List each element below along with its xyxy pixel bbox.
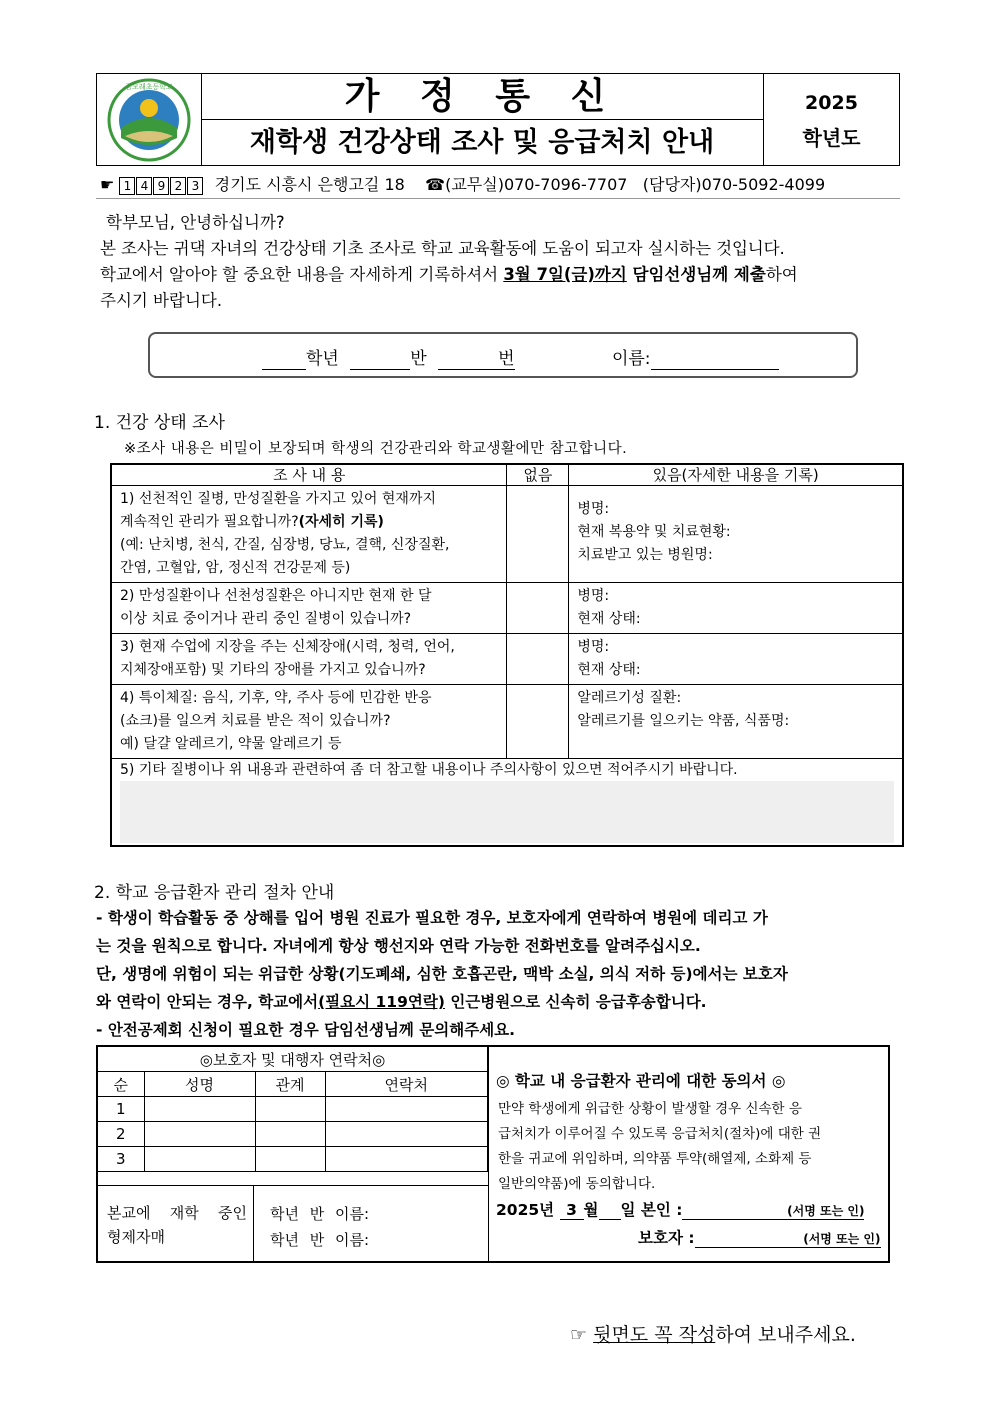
notes-shaded-area[interactable] <box>120 781 894 843</box>
page-title: 가 정 통 신 <box>201 74 763 120</box>
deadline: 3월 7일(금)까지 <box>503 265 627 284</box>
document-pointer-icon: ☛ <box>100 175 115 194</box>
student-signature-field[interactable]: (서명 또는 인) <box>682 1202 864 1220</box>
col-header: 관계 <box>255 1072 325 1097</box>
intro-line: 본 조사는 귀댁 자녀의 건강상태 기초 조사로 학교 교육활동에 도움이 되고자 실시하는 것입니다. <box>100 239 785 258</box>
year: 2025 <box>805 92 858 114</box>
sibling-section: 본교에 재학 중인 형제자매 학년 반 이름: 학년 반 이름: <box>98 1185 488 1262</box>
question-cell: 3) 현재 수업에 지장을 주는 신체장애(시력, 청력, 언어, 지체장애포함) 및 기타의 장애를 가지고 있습니까? <box>111 634 507 685</box>
consent-title: ◎ 학교 내 응급환자 관리에 대한 동의서 ◎ <box>496 1072 786 1090</box>
contact-title: ◎보호자 및 대행자 연락처◎ <box>98 1047 488 1072</box>
contact-consent-box <box>96 1045 890 1263</box>
greeting: 학부모님, 안녕하십니까? <box>106 213 285 232</box>
page-subtitle: 재학생 건강상태 조사 및 응급처치 안내 <box>249 127 715 158</box>
table-row <box>111 583 903 634</box>
day-input[interactable] <box>599 1201 621 1220</box>
none-checkbox-cell[interactable] <box>507 634 569 685</box>
col-header: 순 <box>98 1072 144 1097</box>
intro <box>100 210 900 314</box>
phone-staff: (담당자)070-5092-4099 <box>642 175 826 194</box>
phone-office: (교무실)070-7096-7707 <box>445 175 628 194</box>
question-cell: 1) 선천적인 질병, 만성질환을 가지고 있어 현재까지 계속적인 관리가 필요합니까?(자세히 기록) (예: 난치병, 천식, 간질, 심장병, 당뇨, 결핵, 신장질환, 간염, 고혈압, 암, 정신적 건강문제 등) <box>111 486 507 583</box>
health-survey-table <box>110 463 904 847</box>
section1-title: 1. 건강 상태 조사 <box>94 413 225 433</box>
answer-cell[interactable]: 병명: 현재 복용약 및 치료현황: 치료받고 있는 병원명: <box>569 486 903 583</box>
guardian-contact-table <box>98 1047 488 1172</box>
year-suffix: 학년도 <box>802 126 861 150</box>
table-row <box>111 634 903 685</box>
col-header: 있음(자세한 내용을 기록) <box>569 464 903 486</box>
col-header: 조 사 내 용 <box>111 464 507 486</box>
answer-cell[interactable]: 병명: 현재 상태: <box>569 583 903 634</box>
name-label: 이름: <box>611 349 651 369</box>
guardian-sign-line: 보호자 : (서명 또는 인) <box>638 1229 881 1247</box>
answer-cell[interactable]: 알레르기성 질환: 알레르기를 일으키는 약품, 식품명: <box>569 685 903 759</box>
none-checkbox-cell[interactable] <box>507 685 569 759</box>
col-header: 연락처 <box>325 1072 488 1097</box>
question-cell: 4) 특이체질: 음식, 기후, 약, 주사 등에 민감한 반응 (쇼크)를 일으켜 치료를 받은 적이 있습니까? 예) 달걀 알레르기, 약물 알레르기 등 <box>111 685 507 759</box>
month-input[interactable]: 3 <box>560 1201 584 1220</box>
footer-note: ☞ 뒷면도 꼭 작성하여 보내주세요. <box>570 1324 856 1346</box>
table-row: 3 <box>98 1147 488 1172</box>
student-info-box <box>148 332 858 378</box>
none-checkbox-cell[interactable] <box>507 583 569 634</box>
logo-lettering: 금모래초등학교 <box>125 82 173 91</box>
table-row <box>111 486 903 583</box>
header-box <box>96 73 900 166</box>
consent-date-line: 2025년 3 월 일 본인 : (서명 또는 인) <box>496 1201 865 1219</box>
school-logo <box>97 74 202 165</box>
col-header: 없음 <box>507 464 569 486</box>
class-input[interactable] <box>350 349 410 370</box>
table-row: 1 <box>98 1097 488 1122</box>
intro-line: 주시기 바랍니다. <box>100 291 223 310</box>
notes-cell[interactable]: 5) 기타 질병이나 위 내용과 관련하여 좀 더 참고할 내용이나 주의사항이 있으면 적어주시기 바랍니다. <box>111 759 903 847</box>
intro-line: 학교에서 알아야 할 중요한 내용을 자세하게 기록하셔서 3월 7일(금)까지 담임선생님께 제출하여 <box>100 265 798 284</box>
grade-input[interactable] <box>262 349 306 370</box>
answer-cell[interactable]: 병명: 현재 상태: <box>569 634 903 685</box>
emergency-procedure: - 학생이 학습활동 중 상해를 입어 병원 진료가 필요한 경우, 보호자에게 연락하여 병원에 데리고 가 는 것을 원칙으로 합니다. 자녀에게 항상 행선지와 연락 가능한 전화번호를 알려주십시오. 단, 생명에 위험이 되는 위급한 상황(기도폐쇄, 심한 호흡곤란, 맥박 소실, 의식 저하 등)에서는 보호자 와 연락이 안되는 경우, 학교에서(필요시 119연락) 인근병원으로 신속히 응급후송합니다. - 안전공제회 신청이 필요한 경우 담임선생님께 문의해주세요. <box>96 909 788 1039</box>
class-label: 반 <box>410 349 427 369</box>
school-address: 경기도 시흥시 은행고길 18 <box>214 175 405 194</box>
number-label: 번 <box>498 344 514 370</box>
address-line <box>100 172 900 195</box>
section2-title: 2. 학교 응급환자 관리 절차 안내 <box>94 883 335 903</box>
divider <box>96 198 900 199</box>
privacy-note: ※조사 내용은 비밀이 보장되며 학생의 건강관리와 학교생활에만 참고합니다. <box>124 441 628 457</box>
table-row <box>111 759 903 847</box>
table-row: 2 <box>98 1122 488 1147</box>
none-checkbox-cell[interactable] <box>507 486 569 583</box>
name-input[interactable] <box>651 349 779 370</box>
question-cell: 2) 만성질환이나 선천성질환은 아니지만 현재 한 달 이상 치료 중이거나 관리 중인 질병이 있습니까? <box>111 583 507 634</box>
guardian-signature-field[interactable]: (서명 또는 인) <box>695 1230 881 1248</box>
pointing-hand-icon: ☞ <box>570 1324 588 1346</box>
consent-form <box>490 1047 888 1248</box>
col-header: 성명 <box>144 1072 255 1097</box>
telephone-icon: ☎ <box>425 175 446 194</box>
sibling-entry[interactable]: 학년 반 이름: <box>270 1205 370 1223</box>
table-row <box>111 685 903 759</box>
consent-text: 만약 학생에게 위급한 상황이 발생할 경우 신속한 응 급처치가 이루어질 수 있도록 응급처치(절차)에 대한 권 한을 귀교에 위임하며, 의약품 투약(해열제, 소화제 등 일반의약품)에 동의합니다. <box>498 1101 822 1192</box>
sibling-entry[interactable]: 학년 반 이름: <box>270 1231 370 1249</box>
number-input[interactable] <box>438 349 498 370</box>
grade-label: 학년 <box>306 349 339 369</box>
school-emblem-icon <box>107 78 191 162</box>
postal-code: 1 4 9 2 3 <box>119 175 209 194</box>
